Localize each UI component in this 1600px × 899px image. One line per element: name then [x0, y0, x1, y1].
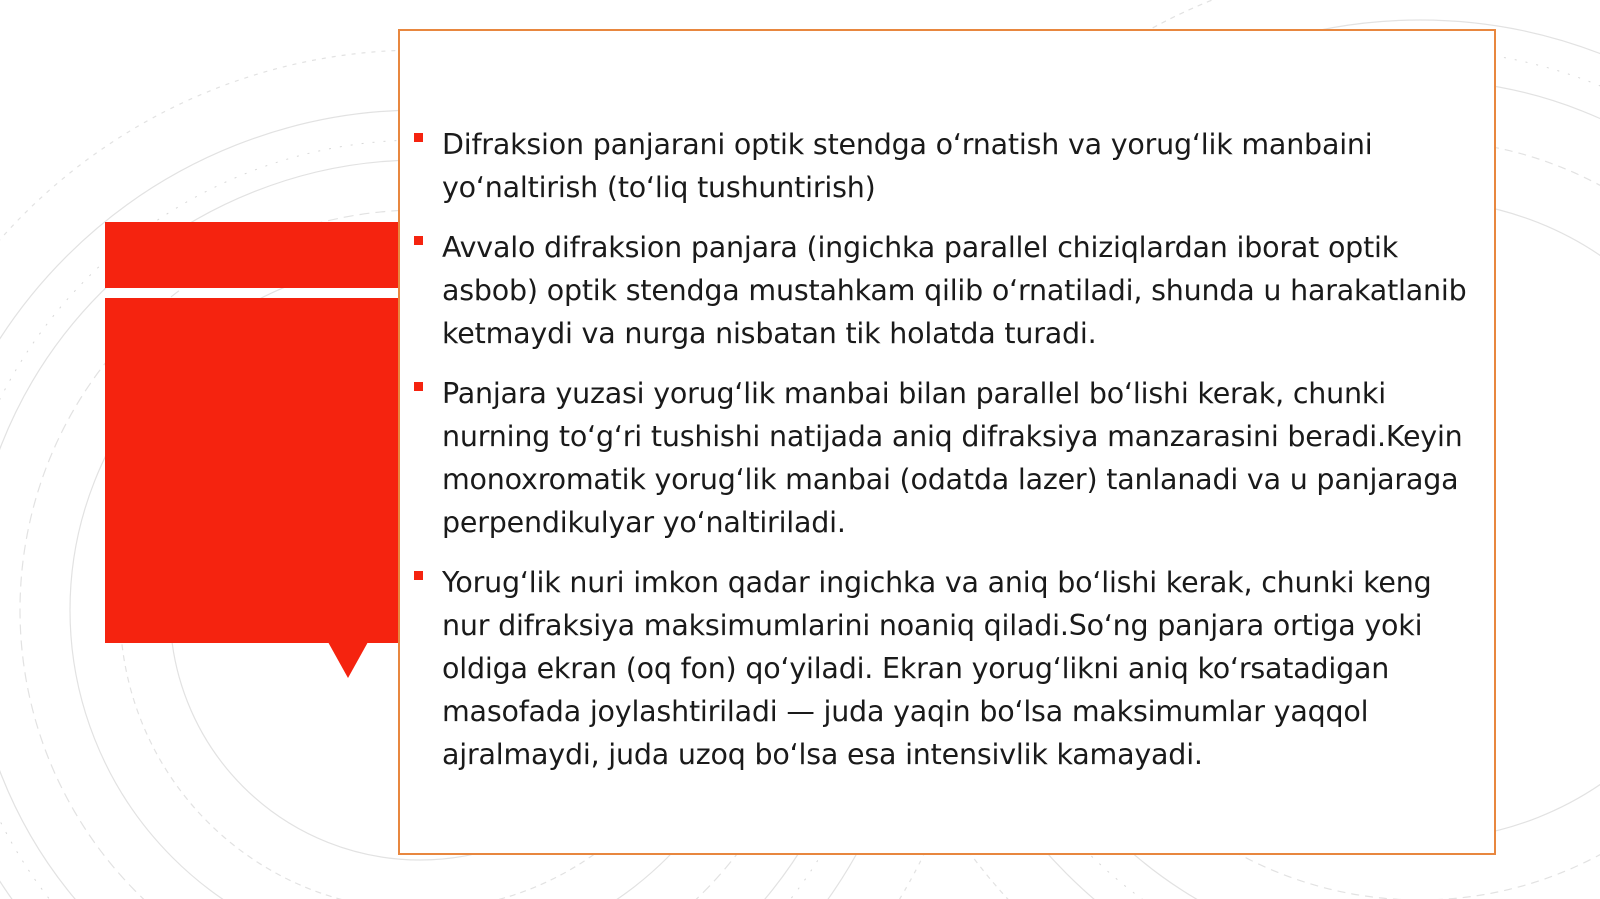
bullet-item: [414, 123, 1476, 209]
square-bullet-icon: [414, 382, 423, 391]
red-accent-block: [105, 298, 398, 643]
square-bullet-icon: [414, 236, 423, 245]
square-bullet-icon: [414, 571, 423, 580]
bullet-text: Avvalo difraksion panjara (ingichka parallel chiziqlardan iborat optik asbob) optik stendga mustahkam qilib oʻrnatiladi, shunda u harakatlanib ketmaydi va nurga nisbatan tik holatda turadi.: [442, 231, 1467, 350]
red-callout-pointer: [328, 642, 368, 678]
bullet-item: [414, 561, 1476, 776]
bullet-text: Panjara yuzasi yorugʻlik manbai bilan parallel boʻlishi kerak, chunki nurning toʻgʻri tushishi natijada aniq difraksiya manzarasini beradi.Keyin monoxromatik yorugʻlik manbai (odatda lazer) tanlanadi va u panjaraga perpendikulyar yoʻnaltiriladi.: [442, 377, 1463, 539]
bullet-text: Yorugʻlik nuri imkon qadar ingichka va aniq boʻlishi kerak, chunki keng nur difraksiya maksimumlarini noaniq qiladi.Soʻng panjara ortiga yoki oldiga ekran (oq fon) qoʻyiladi. Ekran yorugʻlikni aniq koʻrsatadigan masofada joylashtiriladi — juda yaqin boʻlsa maksimumlar yaqqol ajralmaydi, juda uzoq boʻlsa esa intensivlik kamayadi.: [442, 566, 1432, 771]
text-content-box: [398, 29, 1496, 855]
bullet-text: Difraksion panjarani optik stendga oʻrnatish va yorugʻlik manbaini yoʻnaltirish (toʻliq tushuntirish): [442, 128, 1373, 204]
bullet-item: [414, 372, 1476, 544]
square-bullet-icon: [414, 133, 423, 142]
red-accent-bar: [105, 222, 398, 288]
bullet-list: [414, 123, 1476, 793]
bullet-item: [414, 226, 1476, 355]
